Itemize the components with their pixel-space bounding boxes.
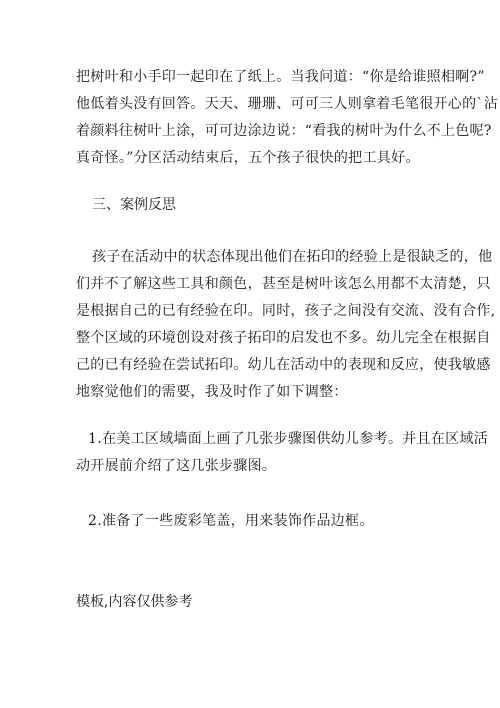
text-line: 地察觉他们的需要，我及时作了如下调整： [76, 384, 348, 400]
adjustment-item-1 [76, 426, 489, 480]
text-line: 整个区域的环境创设对孩子拓印的启发也不多。幼儿完全在根据自 [76, 330, 491, 346]
intro-paragraph [76, 64, 498, 172]
section-heading: 三、案例反思 [92, 197, 176, 213]
text-line: 真奇怪。”分区活动结束后，五个孩子很快的把工具好。 [76, 150, 420, 166]
text-line: 己的已有经验在尝试拓印。幼儿在活动中的表现和反应，使我敏感 [76, 357, 491, 373]
text-line: 着颜料往树叶上涂，可可边涂边说：“看我的树叶为什么不上色呢? [76, 123, 492, 139]
text-line: 2.准备了一些废彩笔盖，用来装饰作品边框。 [88, 513, 374, 529]
text-line: 把树叶和小手印一起印在了纸上。当我问道：“你是给谁照相啊?” [76, 69, 485, 85]
text-line: 是根据自己的已有经验在印。同时，孩子之间没有交流、没有合作, [76, 303, 496, 319]
text-line: 们并不了解这些工具和颜色，甚至是树叶该怎么用都不太清楚，只 [76, 276, 491, 292]
text-line: 孩子在活动中的状态体现出他们在拓印的经验上是很缺乏的，他 [92, 249, 493, 265]
text-line: 他低着头没有回答。天天、珊珊、可可三人则拿着毛笔很开心的`沾 [76, 96, 498, 112]
template-note: 模板,内容仅供参考 [76, 594, 193, 610]
text-line: 动开展前介绍了这几张步骤图。 [76, 458, 277, 474]
text-line: 1.在美工区域墙面上画了几张步骤图供幼儿参考。并且在区域活 [88, 431, 489, 447]
reflection-paragraph [76, 244, 496, 406]
adjustment-item-2 [76, 508, 436, 535]
